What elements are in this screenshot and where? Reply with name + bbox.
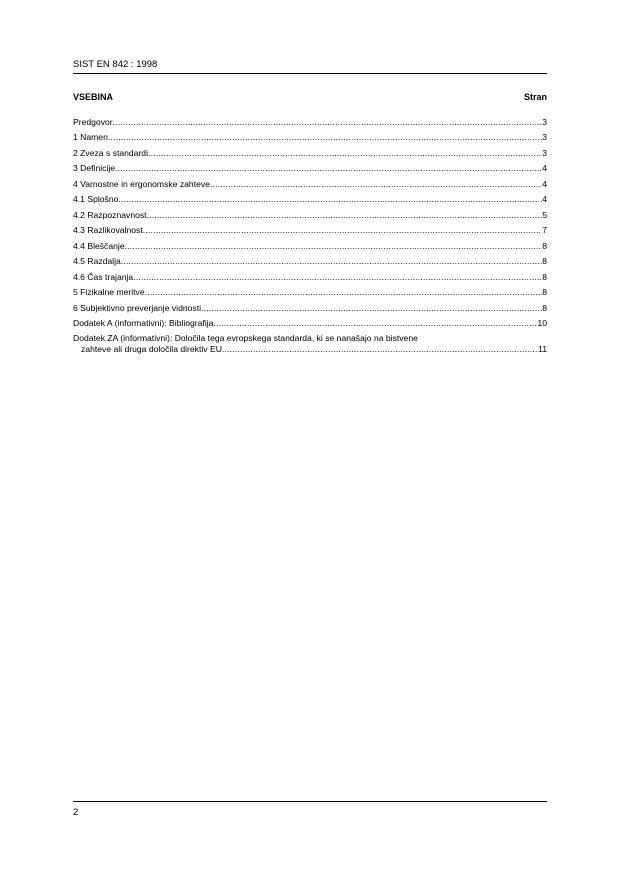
toc-entry-title: 3 Definicije xyxy=(73,163,116,173)
toc-page-column-label: Stran xyxy=(523,92,547,102)
toc-entry-title: 4.6 Čas trajanja xyxy=(73,271,134,282)
toc-entry-title: 1 Namen xyxy=(73,132,108,142)
toc-heading-row xyxy=(73,91,547,103)
toc-entry[interactable] xyxy=(73,314,547,330)
toc-entry[interactable] xyxy=(73,190,547,206)
toc-leader-dots xyxy=(113,117,543,128)
toc-entry-title-line2-row xyxy=(73,344,547,355)
toc-leader-dots xyxy=(118,194,542,205)
toc-entry-title: 5 Fizikalne meritve xyxy=(73,287,145,297)
toc-entry[interactable] xyxy=(73,298,547,314)
toc-entry[interactable] xyxy=(73,128,547,144)
toc-entry[interactable] xyxy=(73,267,547,283)
toc-leader-dots xyxy=(133,272,542,283)
toc-entry-title: 4.5 Razdalja xyxy=(73,256,121,266)
toc-leader-dots xyxy=(121,256,542,267)
toc-entry[interactable] xyxy=(73,112,547,128)
toc-entry-multiline[interactable] xyxy=(73,333,547,354)
toc-entry[interactable] xyxy=(73,236,547,252)
toc-entry-page: 11 xyxy=(538,343,547,354)
toc-entry-page: 3 xyxy=(542,116,547,127)
toc-entry-title-line1: Dodatek ZA (informativni): Določila tega evropskega standarda, ki se nanašajo na bistvene xyxy=(73,333,418,343)
document-id-header: SIST EN 842 : 1998 xyxy=(73,59,158,70)
toc-entry-title: Dodatek A (informativni): Bibliografija xyxy=(73,318,214,328)
toc-entry-page: 8 xyxy=(542,256,547,266)
toc-entry-page: 7 xyxy=(542,225,547,235)
toc-entry-page: 4 xyxy=(542,163,547,173)
toc-entry-title: 4.4 Bleščanje xyxy=(73,240,125,251)
toc-entry-page: 8 xyxy=(542,240,547,251)
toc-entry[interactable] xyxy=(73,283,547,299)
toc-entry[interactable] xyxy=(73,252,547,268)
toc-entry-title: 6 Subjektivno preverjanje vidnosti xyxy=(73,302,202,313)
toc-entry-page: 8 xyxy=(542,302,547,313)
toc-entry-title-line2: zahteve ali druga določila direktiv EU xyxy=(81,343,222,354)
toc-entry-page: 8 xyxy=(542,287,547,297)
toc-leader-dots xyxy=(201,303,542,314)
toc-leader-dots xyxy=(108,132,542,143)
toc-leader-dots xyxy=(222,344,538,355)
page-number: 2 xyxy=(73,807,79,818)
toc-entry-title: 2 Zveza s standardi xyxy=(73,147,148,158)
toc-entry-page: 3 xyxy=(542,132,547,142)
toc-entry-page: 8 xyxy=(542,271,547,282)
table-of-contents xyxy=(73,112,547,354)
footer-divider xyxy=(73,801,547,802)
toc-entry-page: 10 xyxy=(537,318,547,328)
toc-entry[interactable] xyxy=(73,143,547,159)
toc-entry-title: 4.1 Splošno xyxy=(73,194,119,204)
toc-leader-dots xyxy=(210,179,542,190)
toc-leader-dots xyxy=(148,148,542,159)
toc-entry-title: 4 Varnostne in ergonomske zahteve xyxy=(73,178,210,189)
toc-leader-dots xyxy=(145,287,543,298)
header-divider xyxy=(73,73,547,74)
toc-leader-dots xyxy=(143,225,542,236)
toc-entry-page: 4 xyxy=(542,178,547,189)
toc-leader-dots xyxy=(125,241,543,252)
toc-leader-dots xyxy=(147,210,543,221)
toc-entry-page: 5 xyxy=(542,209,547,220)
toc-title: VSEBINA xyxy=(73,92,114,102)
toc-entry-page: 3 xyxy=(542,147,547,158)
toc-entry-title: 4.2 Razpoznavnost xyxy=(73,209,147,220)
toc-entry-title: 4.3 Razlikovalnost xyxy=(73,225,143,235)
toc-entry[interactable] xyxy=(73,221,547,237)
toc-entry[interactable] xyxy=(73,174,547,190)
toc-entry[interactable] xyxy=(73,205,547,221)
toc-leader-dots xyxy=(115,163,542,174)
toc-leader-dots xyxy=(213,318,537,329)
toc-entry-title: Predgovor xyxy=(73,116,113,127)
toc-entry-page: 4 xyxy=(542,194,547,204)
toc-entry[interactable] xyxy=(73,159,547,175)
